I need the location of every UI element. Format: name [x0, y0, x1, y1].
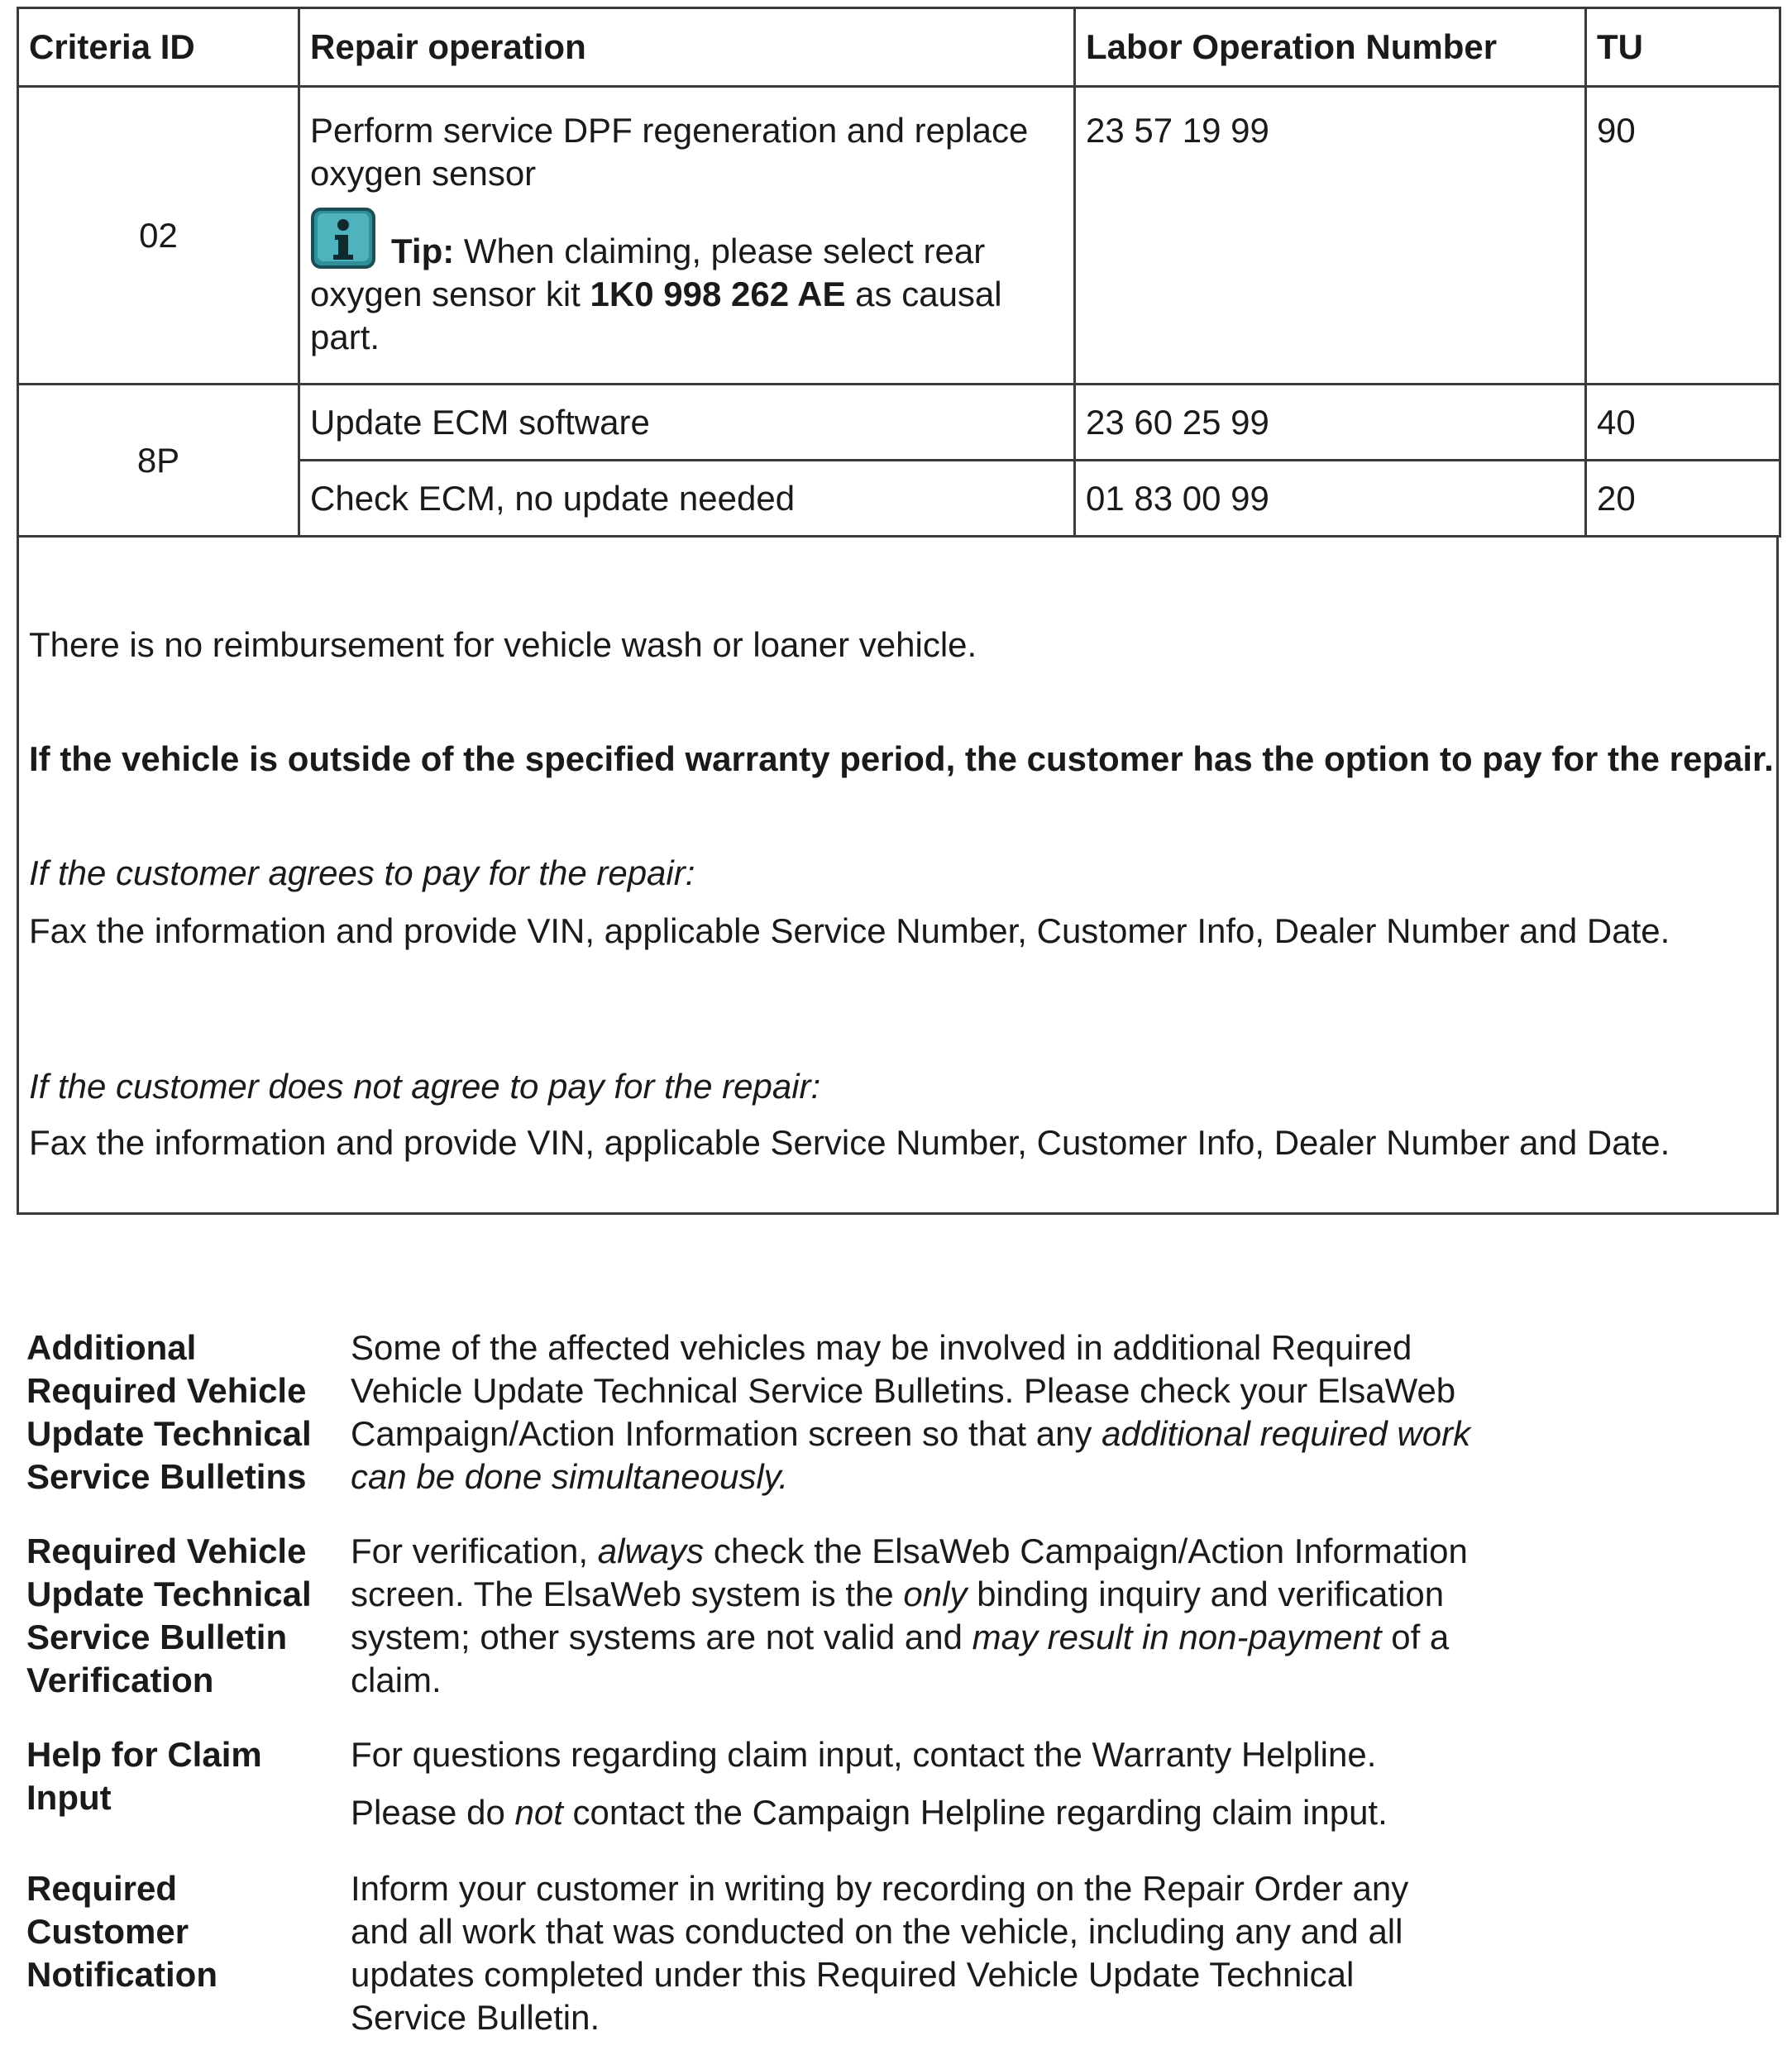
labor-op-cell: 23 57 19 99	[1075, 87, 1586, 385]
table-row	[18, 385, 1780, 461]
tu-cell: 20	[1586, 461, 1780, 537]
section-term: Help for Claim Input	[26, 1735, 262, 1817]
repair-operation-cell	[299, 87, 1075, 385]
tu-cell: 40	[1586, 385, 1780, 461]
operation-text: Perform service DPF regeneration and replace oxygen sensor	[310, 111, 1029, 193]
header-labor-operation-number: Labor Operation Number	[1075, 8, 1586, 87]
section-description	[351, 1530, 1508, 1702]
bulletin-page	[17, 7, 1779, 2049]
labor-op-cell: 23 60 25 99	[1075, 385, 1586, 461]
repair-operation-cell: Update ECM software	[299, 385, 1075, 461]
section-emphasis: additional required work can be done simultaneously.	[351, 1414, 1471, 1496]
section-text: check the ElsaWeb Campaign/Action Information screen. The ElsaWeb system is the	[351, 1532, 1468, 1613]
section-text: binding inquiry and verification system; other systems are not valid and	[351, 1575, 1445, 1656]
info-icon	[310, 207, 376, 270]
criteria-id-cell: 8P	[18, 385, 299, 537]
header-repair-operation: Repair operation	[299, 8, 1075, 87]
tip-note	[310, 207, 1063, 359]
no-reimbursement-note: There is no reimbursement for vehicle wash or loaner vehicle.	[29, 625, 977, 664]
labor-table	[17, 7, 1781, 538]
table-header-row	[18, 8, 1780, 87]
tip-part-number: 1K0 998 262 AE	[590, 275, 846, 313]
section-description	[351, 1733, 1508, 1834]
criteria-id-cell: 02	[18, 87, 299, 385]
section-text: For verification,	[351, 1532, 598, 1570]
customer-not-agree-text: Fax the information and provide VIN, applicable Service Number, Customer Info, Dealer Number and Date.	[29, 1123, 1670, 1162]
tip-text-1: When claiming, please select rear oxygen sensor kit	[310, 232, 986, 313]
section-description	[351, 1326, 1508, 1498]
notes-box	[17, 536, 1779, 1215]
header-tu: TU	[1586, 8, 1780, 87]
section-emphasis: not	[514, 1793, 563, 1832]
section-term: Required Customer Notification	[26, 1869, 217, 1994]
customer-agrees-heading: If the customer agrees to pay for the repair:	[29, 853, 695, 892]
tu-cell: 90	[1586, 87, 1780, 385]
section-text: Some of the affected vehicles may be involved in additional Required Vehicle Update Technical Service Bulletins. Please check your ElsaWeb Campaign/Action Information screen so that any	[351, 1328, 1456, 1453]
section-emphasis: may result in non-payment	[972, 1618, 1382, 1656]
labor-op-cell: 01 83 00 99	[1075, 461, 1586, 537]
section-text: For questions regarding claim input, contact the Warranty Helpline.	[351, 1735, 1377, 1774]
tip-text-2: as causal part.	[310, 275, 1002, 356]
customer-not-agree-heading: If the customer does not agree to pay for the repair:	[29, 1067, 821, 1106]
section-text: contact the Campaign Helpline regarding claim input.	[562, 1793, 1388, 1832]
repair-operation-cell: Check ECM, no update needed	[299, 461, 1075, 537]
section-text: Please do	[351, 1793, 515, 1832]
section-description	[351, 1867, 1417, 2039]
customer-agrees-text: Fax the information and provide VIN, applicable Service Number, Customer Info, Dealer Number and Date.	[29, 911, 1670, 950]
header-criteria-id: Criteria ID	[18, 8, 299, 87]
tip-label: Tip:	[391, 232, 455, 270]
section-text: of a claim.	[351, 1618, 1450, 1699]
section-emphasis: only	[903, 1575, 968, 1613]
outside-warranty-note: If the vehicle is outside of the specified warranty period, the customer has the option to pay for the repair.	[29, 739, 1774, 778]
section-term: Additional Required Vehicle Update Technical Service Bulletins	[26, 1328, 312, 1496]
section-emphasis: always	[597, 1532, 705, 1570]
section-term: Required Vehicle Update Technical Service Bulletin Verification	[26, 1532, 312, 1699]
table-row	[18, 87, 1780, 385]
section-text: Inform your customer in writing by recording on the Repair Order any and all work that was conducted on the vehicle, including any and all updates completed under this Required Vehicle Update Technical Service Bulletin.	[351, 1869, 1409, 2037]
